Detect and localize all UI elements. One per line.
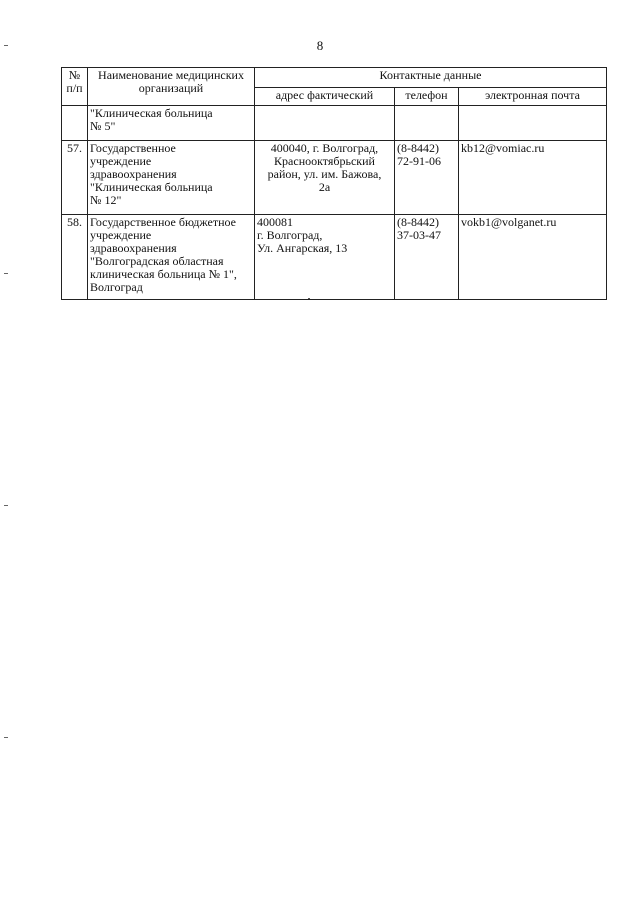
table-header-row bbox=[62, 68, 607, 88]
organization-name: Государственное учреждение здравоохранения "Клиническая больница № 12" bbox=[88, 141, 255, 215]
email bbox=[459, 106, 607, 141]
address: 400081 г. Волгоград, Ул. Ангарская, 13 bbox=[255, 215, 395, 300]
margin-mark bbox=[4, 505, 8, 506]
organizations-table bbox=[61, 67, 607, 300]
margin-mark bbox=[4, 737, 8, 738]
email: kb12@vomiac.ru bbox=[459, 141, 607, 215]
phone: (8-8442) 72-91-06 bbox=[395, 141, 459, 215]
header-phone: телефон bbox=[395, 88, 459, 106]
page-number: 8 bbox=[316, 38, 324, 53]
header-organization-name: Наименование медицинских организаций bbox=[88, 68, 255, 106]
address bbox=[255, 106, 395, 141]
margin-mark bbox=[4, 273, 8, 274]
row-number: 58. bbox=[62, 215, 88, 300]
email: vokb1@volganet.ru bbox=[459, 215, 607, 300]
row-number: 57. bbox=[62, 141, 88, 215]
table-row bbox=[62, 141, 607, 215]
phone: (8-8442) 37-03-47 bbox=[395, 215, 459, 300]
row-number bbox=[62, 106, 88, 141]
margin-mark bbox=[4, 45, 8, 46]
organization-name: Государственное бюджетное учреждение здравоохранения "Волгоградская областная клиническая больница № 1", Волгоград bbox=[88, 215, 255, 300]
organization-name: "Клиническая больница № 5" bbox=[88, 106, 255, 141]
header-address: адрес фактический bbox=[255, 88, 395, 106]
address: 400040, г. Волгоград, Краснооктябрьский район, ул. им. Бажова, 2а bbox=[255, 141, 395, 215]
header-email: электронная почта bbox=[459, 88, 607, 106]
header-number: № п/п bbox=[62, 68, 88, 106]
table-row bbox=[62, 215, 607, 300]
phone bbox=[395, 106, 459, 141]
table-row bbox=[62, 106, 607, 141]
header-contacts: Контактные данные bbox=[255, 68, 607, 88]
